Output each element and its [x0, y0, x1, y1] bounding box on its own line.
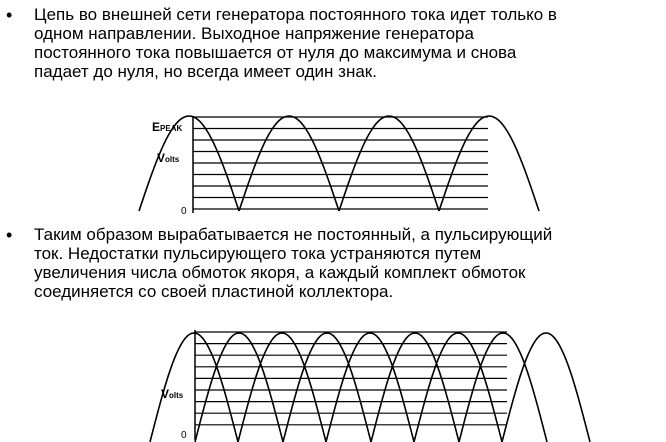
wave-hump: [195, 333, 283, 442]
pulsating-wave-diagram-2: [150, 330, 590, 442]
diagram-1-epeak-label: EPEAK: [152, 120, 183, 134]
pulsating-wave-diagram-1: [139, 116, 539, 217]
wave-hump: [502, 333, 590, 442]
bullet-marker-1: •: [6, 5, 13, 25]
paragraph-1-line: Цепь во внешней сети генератора постоянного тока идет только в: [34, 5, 557, 24]
paragraph-2-line: соединяется со своей пластиной коллектора.: [34, 282, 394, 301]
bullet-marker-2: •: [6, 225, 13, 245]
wave-hump: [459, 333, 547, 442]
wave-hump: [326, 333, 414, 442]
wave-hump: [414, 333, 502, 442]
diagram-1-volts-label: Volts: [157, 151, 180, 165]
paragraph-2-line: увеличения числа обмоток якоря, а каждый комплект обмоток: [34, 263, 526, 282]
paragraph-1-line: постоянного тока повышается от нуля до максимума и снова: [34, 43, 517, 62]
paragraph-1-line: падает до нуля, но всегда имеет один знак.: [34, 62, 377, 81]
wave-hump: [238, 333, 326, 442]
diagram-2-waveform: [150, 333, 590, 442]
diagram-1-zero-label: 0: [181, 206, 187, 217]
diagram-2-zero-label: 0: [181, 430, 187, 441]
paragraph-2-line: Таким образом вырабатывается не постоянный, а пульсирующий: [34, 225, 553, 244]
diagram-2-volts-label: Volts: [161, 387, 184, 401]
wave-hump: [283, 333, 371, 442]
diagram-2-gridlines: [195, 332, 507, 425]
wave-hump: [371, 333, 459, 442]
paragraph-2-line: ток. Недостатки пульсирующего тока устраняются путем: [34, 244, 482, 263]
paragraph-1-line: одном направлении. Выходное напряжение генератора: [34, 24, 474, 43]
